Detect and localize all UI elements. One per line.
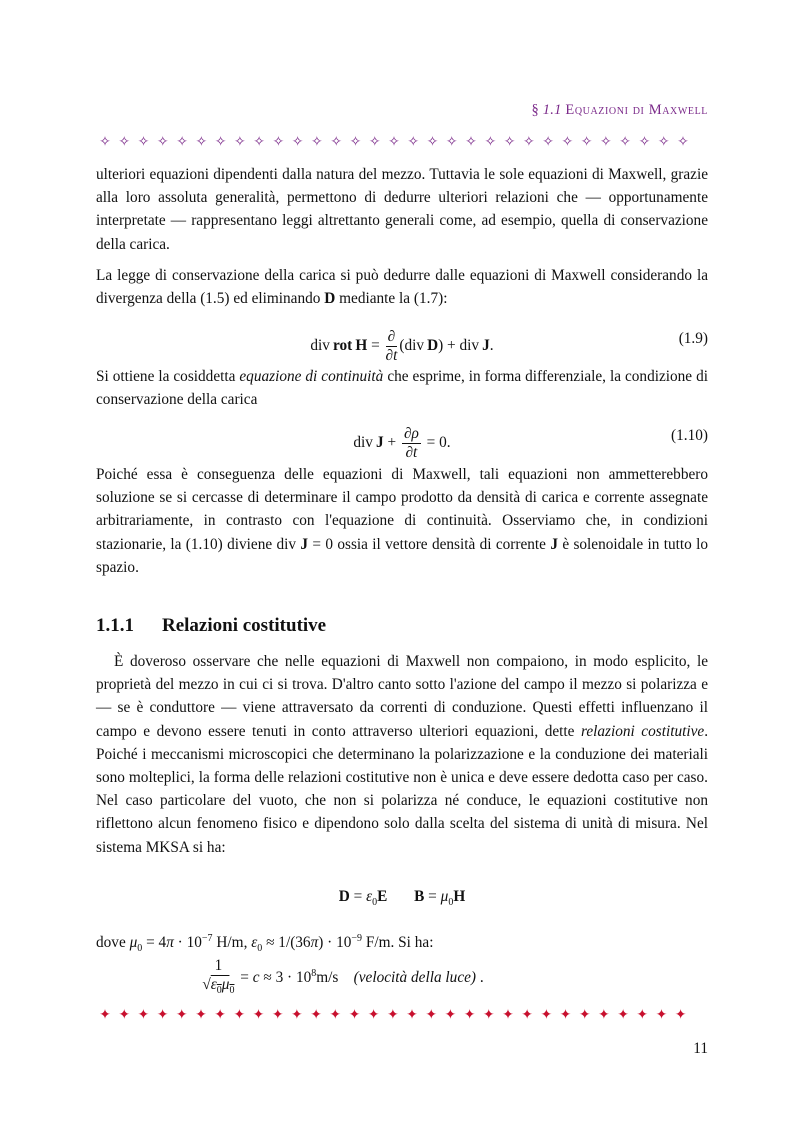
ornament-star-icon: ✦ <box>502 1007 514 1023</box>
ornament-star-icon: ✧ <box>600 134 612 150</box>
paragraph-3 <box>96 365 708 411</box>
bottom-ornament-row <box>96 1004 708 1026</box>
p4-bold-j: J <box>300 535 309 553</box>
p4-text-eq: = 0 ossia il vettore densità di corrente <box>308 535 551 553</box>
ornament-star-icon: ✦ <box>348 1007 361 1023</box>
section-mark: § <box>531 102 539 118</box>
subsection-title: Relazioni costitutive <box>162 615 327 636</box>
ornament-star-icon: ✧ <box>445 134 458 150</box>
paragraph-5 <box>96 650 708 859</box>
p4-bold-j2: J <box>550 535 558 553</box>
ornament-star-icon: ✦ <box>156 1007 169 1023</box>
equation-light-speed: $\frac{1}{√\varepsilon_0\mu_0}$ = $c \approx 3 \cdot 10^8m/s$ (velocità della luce) . <box>202 957 484 997</box>
p5-emph: relazioni costitutive <box>580 722 705 740</box>
p4-text-a: Poiché essa è conseguenza delle equazioni di Maxwell, tali equazioni non ammetterebbero soluzione se si cercasse di determinare il campo prodotto da densità di carica e corrente assegnate arbitrariamente, in contrasto con l'equazione di continuità. Osserviamo che, in condizioni stazionarie, la (1.10) diviene div <box>96 466 708 553</box>
ornament-star-icon: ✧ <box>233 134 246 150</box>
ornament-star-icon: ✧ <box>619 134 632 150</box>
p5-text-b: . Poiché i meccanismi microscopici che determinano la polarizzazione e la conduzione dei materiali sono molteplici, la forma delle relazioni costitutive non è unica e deve essere dedotta caso per caso. Nel caso particolare del vuoto, che non si polarizza né conduce, le equazioni costitutive non riflettono alcun fenomeno fisico e dipendono solo dalla scelta del sistema di unità di misura. Nel sistema MKSA si ha: <box>96 722 709 856</box>
ornament-star-icon: ✦ <box>214 1007 226 1023</box>
subsection-heading <box>96 615 326 637</box>
ornament-star-icon: ✦ <box>559 1007 572 1023</box>
ornament-star-icon: ✦ <box>329 1007 342 1023</box>
ornament-star-icon: ✧ <box>311 134 323 150</box>
ornament-star-icon: ✦ <box>252 1007 265 1023</box>
ornament-star-icon: ✧ <box>522 134 535 150</box>
ornament-star-icon: ✧ <box>291 134 304 150</box>
ornament-star-icon: ✧ <box>137 134 150 150</box>
ornament-star-icon: ✦ <box>636 1007 649 1023</box>
ornament-star-icon: ✦ <box>137 1007 150 1023</box>
ornament-star-icon: ✧ <box>118 134 131 150</box>
equation-1-10: div J + $\frac{\partial\rho}{\partial t}$ = 0. (1.10) <box>353 425 708 461</box>
ornament-star-icon: ✧ <box>503 134 516 150</box>
p6-text-a: dove <box>96 934 130 952</box>
ornament-star-icon: ✦ <box>291 1007 303 1023</box>
ornament-star-icon: ✧ <box>484 134 497 150</box>
p5-text-a: È doveroso osservare che nelle equazioni di Maxwell non compaiono, in modo esplicito, le proprietà del mezzo in cui ci si trova. D'altro canto sotto l'azione del campo il mezzo si polarizza e — se è conduttore — viene attraversato da correnti di conduzione. Questi effetti influenzano il campo e devono essere tenuti in conto attraverso ulteriori equazioni, dette <box>96 653 708 740</box>
ornament-star-icon: ✧ <box>542 134 554 150</box>
ornament-star-icon: ✦ <box>425 1007 438 1023</box>
light-speed-note: (velocità della luce) <box>353 969 476 987</box>
paragraph-1 <box>96 163 708 256</box>
section-title: Equazioni di Maxwell <box>565 102 708 118</box>
page-number: 11 <box>693 1040 708 1057</box>
ornament-star-icon: ✧ <box>330 134 343 150</box>
ornament-star-icon: ✧ <box>156 134 169 150</box>
p6-text-c: F/m. Si ha: <box>362 934 434 952</box>
ornament-star-icon: ✦ <box>406 1007 418 1023</box>
equation-1-9: div rot H = $\frac{\partial}{\partial t}$ (div D) + div J. (1.9) <box>310 328 708 364</box>
ornament-star-icon: ✧ <box>214 134 227 150</box>
ornament-star-icon: ✦ <box>521 1007 533 1023</box>
ornament-star-icon: ✧ <box>195 134 208 150</box>
top-ornament-row <box>96 131 708 153</box>
subsection-number: 1.1.1 <box>96 615 134 636</box>
p3-text-b: che esprime, in forma differenziale, la condizione di conservazione della carica <box>96 368 708 409</box>
ornament-star-icon: ✦ <box>386 1007 399 1023</box>
ornament-star-icon: ✧ <box>253 134 265 150</box>
running-head <box>532 102 708 119</box>
p6-text-b: H/m, <box>212 934 252 952</box>
ornament-star-icon: ✦ <box>482 1007 495 1023</box>
p2-text-a: La legge di conservazione della carica si può dedurre dalle equazioni di Maxwell considerando la divergenza della (1.5) ed eliminando <box>96 267 708 308</box>
p2-bold-d: D <box>324 290 336 308</box>
ornament-star-icon: ✦ <box>195 1007 207 1023</box>
p2-text-b: mediante la (1.7): <box>335 290 448 308</box>
ornament-star-icon: ✧ <box>176 134 188 150</box>
ornament-star-icon: ✧ <box>349 134 362 150</box>
equation-constitutive: $D = \varepsilon_0E$ $B = \mu_0H$ <box>338 888 466 909</box>
paragraph-2 <box>96 264 708 310</box>
ornament-star-icon: ✦ <box>271 1007 284 1023</box>
paragraph-6: dove $\mu_0 = 4\pi \cdot 10^{-7}$ H/m, $\varepsilon_0 \approx 1/(36\pi) \cdot 10^{-9}$ F/m. Si ha: <box>96 933 434 955</box>
ornament-star-icon: ✧ <box>99 134 111 150</box>
ornament-star-icon: ✦ <box>175 1007 188 1023</box>
ornament-star-icon: ✧ <box>561 134 574 150</box>
ornament-star-icon: ✧ <box>657 134 670 150</box>
ornament-star-icon: ✧ <box>677 134 689 150</box>
ornament-star-icon: ✧ <box>465 134 477 150</box>
paragraph-1-text: ulteriori equazioni dipendenti dalla natura del mezzo. Tuttavia le sole equazioni di Maxwell, grazie alla loro assoluta generalità, permettono di dedurre ulteriori relazioni che — opportunamente interpretate — rappresentano leggi altrettanto generali come, ad esempio, quella di conservazione della carica. <box>96 166 708 253</box>
ornament-star-icon: ✦ <box>367 1007 380 1023</box>
equation-1-10-number: (1.10) <box>671 427 708 444</box>
p4-text-b: è solenoidale in tutto lo spazio. <box>96 535 708 576</box>
ornament-star-icon: ✧ <box>638 134 651 150</box>
ornament-star-icon: ✦ <box>444 1007 457 1023</box>
ornament-star-icon: ✧ <box>272 134 285 150</box>
equation-1-9-number: (1.9) <box>678 330 708 347</box>
ornament-star-icon: ✧ <box>407 134 420 150</box>
ornament-star-icon: ✦ <box>674 1007 687 1023</box>
ornament-star-icon: ✧ <box>426 134 439 150</box>
ornament-star-icon: ✦ <box>118 1007 131 1023</box>
p3-emph: equazione di continuità <box>239 368 384 385</box>
ornament-star-icon: ✦ <box>463 1007 476 1023</box>
ornament-star-icon: ✦ <box>99 1007 111 1023</box>
p3-text-a: Si ottiene la cosiddetta <box>96 368 240 385</box>
ornament-star-icon: ✦ <box>617 1007 629 1023</box>
ornament-star-icon: ✧ <box>368 134 381 150</box>
ornament-star-icon: ✦ <box>655 1007 668 1023</box>
ornament-star-icon: ✦ <box>233 1007 246 1023</box>
ornament-star-icon: ✧ <box>388 134 400 150</box>
section-number: 1.1 <box>542 102 562 118</box>
paragraph-4 <box>96 463 708 579</box>
ornament-star-icon: ✧ <box>580 134 593 150</box>
ornament-star-icon: ✦ <box>540 1007 553 1023</box>
ornament-star-icon: ✦ <box>578 1007 591 1023</box>
ornament-star-icon: ✦ <box>598 1007 610 1023</box>
ornament-star-icon: ✦ <box>310 1007 322 1023</box>
